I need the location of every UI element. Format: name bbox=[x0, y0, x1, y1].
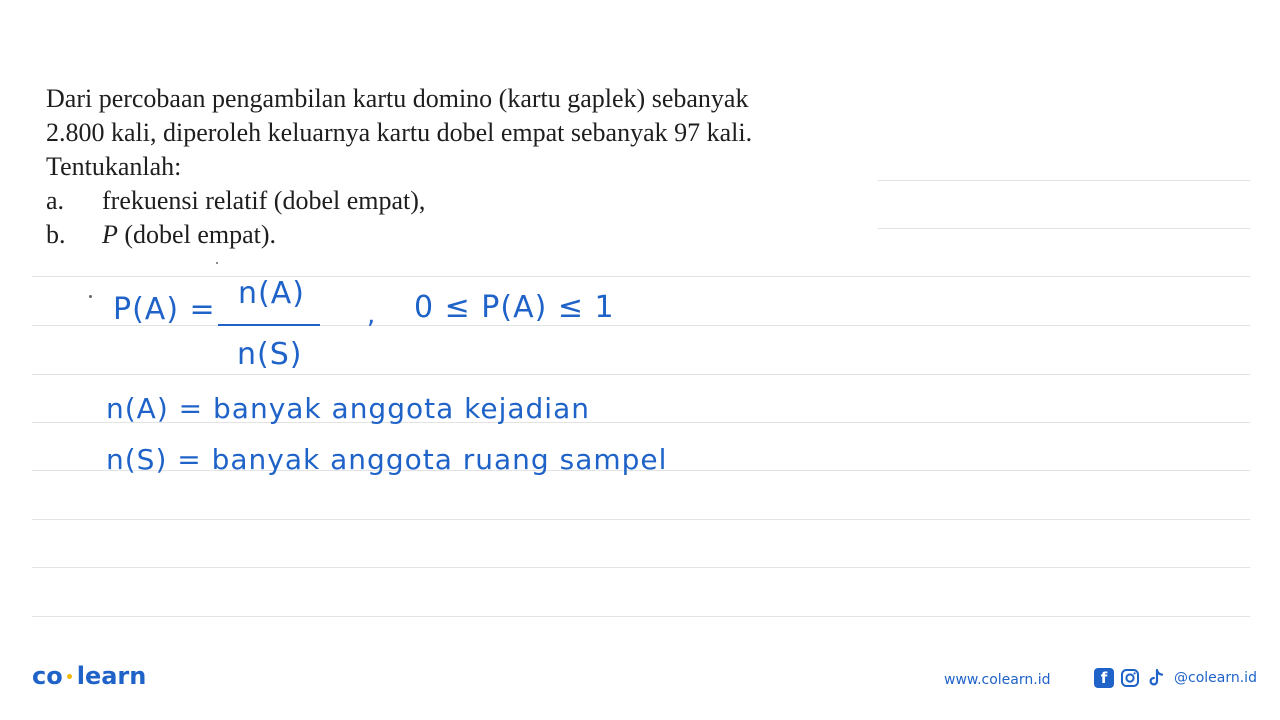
formula-denominator: n(S) bbox=[237, 337, 303, 372]
item-marker: b. bbox=[46, 220, 66, 249]
item-text: frekuensi relatif (dobel empat), bbox=[102, 186, 426, 215]
question-item-b bbox=[46, 218, 752, 252]
item-variable: P bbox=[102, 220, 118, 249]
probability-range: 0 ≤ P(A) ≤ 1 bbox=[414, 290, 615, 325]
ruled-line bbox=[32, 519, 1250, 520]
ruled-line bbox=[878, 228, 1250, 229]
fraction-bar bbox=[218, 324, 320, 326]
definition-n-a: n(A) = banyak anggota kejadian bbox=[106, 392, 590, 425]
brand-left: co bbox=[32, 662, 63, 690]
ruled-line bbox=[32, 567, 1250, 568]
stray-dot bbox=[89, 295, 92, 298]
brand-right: learn bbox=[76, 662, 147, 690]
question-line-1: Dari percobaan pengambilan kartu domino (kartu gaplek) sebanyak bbox=[46, 84, 749, 113]
question-line-3: Tentukanlah: bbox=[46, 152, 182, 181]
tiktok-icon[interactable] bbox=[1146, 668, 1166, 688]
stray-dot bbox=[216, 262, 218, 264]
facebook-icon[interactable]: f bbox=[1094, 668, 1114, 688]
ruled-line bbox=[32, 374, 1250, 375]
footer-handle: @colearn.id bbox=[1174, 670, 1257, 686]
item-text: (dobel empat). bbox=[117, 220, 276, 249]
instagram-icon[interactable] bbox=[1120, 668, 1140, 688]
brand-dot-icon bbox=[67, 674, 72, 679]
footer-url: www.colearn.id bbox=[944, 672, 1051, 688]
question-line-2: 2.800 kali, diperoleh keluarnya kartu dobel empat sebanyak 97 kali. bbox=[46, 118, 753, 147]
ruled-line bbox=[878, 180, 1250, 181]
definition-n-s: n(S) = banyak anggota ruang sampel bbox=[106, 443, 668, 476]
colearn-logo bbox=[32, 662, 146, 690]
formula-comma: , bbox=[367, 300, 377, 330]
formula-lhs: P(A) = bbox=[113, 292, 216, 327]
social-links bbox=[1094, 668, 1257, 688]
ruled-line bbox=[32, 616, 1250, 617]
question-text bbox=[46, 82, 752, 252]
question-item-a bbox=[46, 184, 752, 218]
item-marker: a. bbox=[46, 186, 65, 215]
formula-numerator: n(A) bbox=[238, 276, 305, 311]
ruled-line bbox=[32, 276, 1250, 277]
